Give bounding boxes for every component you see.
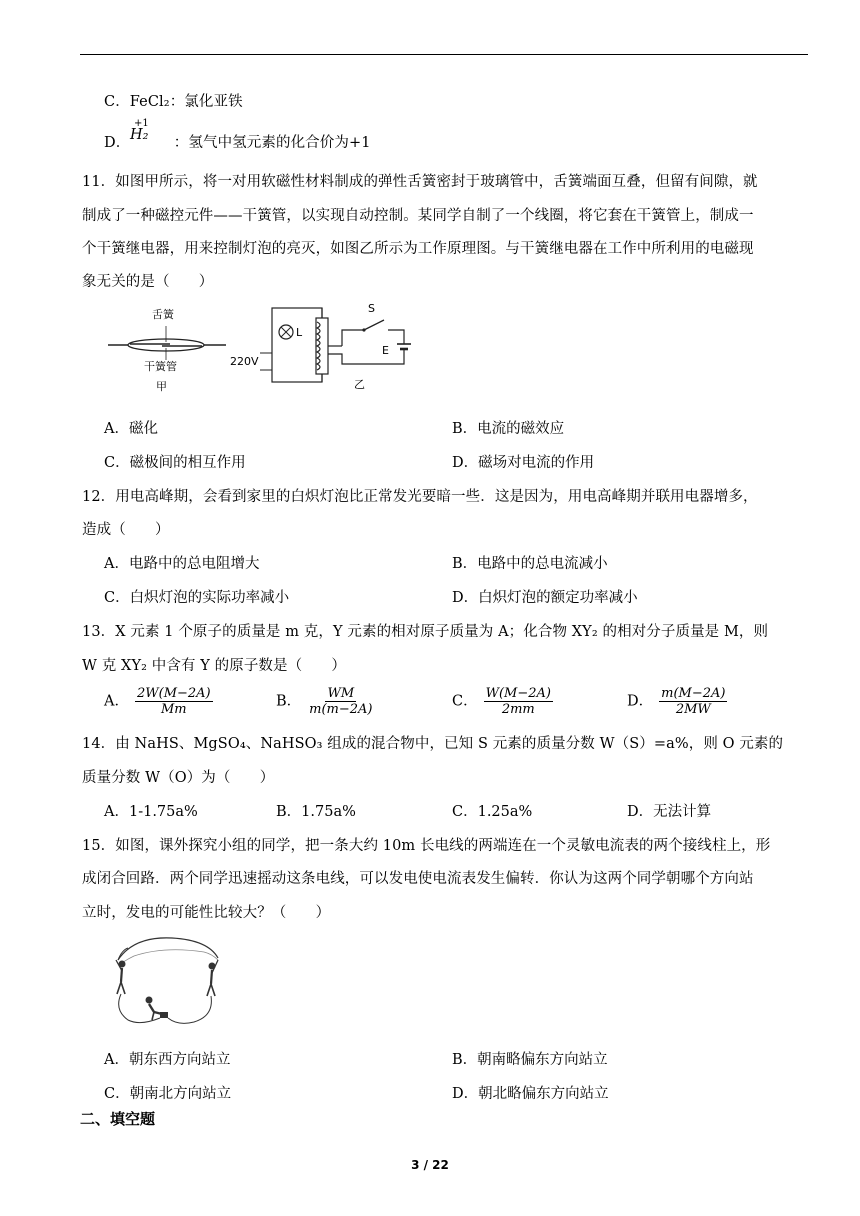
label-220v: 220V (230, 355, 259, 368)
q13-option-b: B． $\frac{WM}{m(m-2A)}$ (276, 686, 373, 717)
label-E: E (382, 344, 389, 357)
reed-switch-diagram (108, 307, 226, 393)
q15-line-3: 立时，发电的可能性比较大？（ ） (82, 905, 331, 921)
q13-line-1: 13．X 元素 1 个原子的质量是 m 克，Y 元素的相对原子质量为 A；化合物 XY₂ 的相对分子质量是 M，则 (82, 624, 769, 640)
label-yi: 乙 (354, 378, 365, 391)
q11-option-a: A．磁化 (104, 421, 158, 437)
relay-circuit-diagram (230, 302, 411, 391)
galvanometer-icon (160, 1012, 168, 1018)
q13-option-a: A． $\frac{2W(M-2A)}{Mm}$ (104, 686, 211, 717)
crouching-student-icon (146, 997, 169, 1021)
header-rule (80, 54, 808, 55)
q15-option-b: B．朝南略偏东方向站立 (452, 1052, 608, 1068)
q15-option-d: D．朝北略偏东方向站立 (452, 1086, 609, 1102)
q10-formula: +1 H₂ (130, 118, 149, 143)
q15-option-a: A．朝东西方向站立 (104, 1052, 231, 1068)
q13-option-c: C． $\frac{W(M-2A)}{2mm}$ (452, 686, 551, 717)
q11-option-d: D．磁场对电流的作用 (452, 455, 595, 471)
q11-line-4: 象无关的是（ ） (82, 274, 214, 290)
student-right-icon (207, 960, 218, 996)
q10-option-c: C．FeCl₂：氯化亚铁 (104, 94, 243, 110)
q10-option-d: D． ：氢气中氢元素的化合价为+1 (104, 135, 371, 151)
q12-option-b: B．电路中的总电流减小 (452, 556, 608, 572)
q12-line-1: 12．用电高峰期，会看到家里的白炽灯泡比正常发光要暗一些．这是因为，用电高峰期并联用电器增多， (82, 489, 758, 505)
q11-option-b: B．电流的磁效应 (452, 421, 565, 437)
q13-line-2: W 克 XY₂ 中含有 Y 的原子数是（ ） (82, 658, 347, 674)
q15-line-2: 成闭合回路．两个同学迅速摇动这条电线，可以发电使电流表发生偏转．你认为这两个同学朝哪个方向站 (82, 871, 754, 887)
q14-option-a: A．1-1.75a% (104, 804, 198, 820)
q12-option-c: C．白炽灯泡的实际功率减小 (104, 590, 290, 606)
q14-option-d: D．无法计算 (627, 804, 712, 820)
label-S: S (368, 302, 375, 315)
student-left-icon (116, 960, 126, 994)
q15-option-c: C．朝南北方向站立 (104, 1086, 232, 1102)
q14-option-b: B．1.75a% (276, 804, 356, 820)
label-reed: 舌簧 (152, 308, 174, 321)
q11-line-3: 个干簧继电器，用来控制灯泡的亮灭，如图乙所示为工作原理图。与干簧继电器在工作中所利用的电磁现 (82, 241, 754, 257)
page-number: 3 / 22 (411, 1158, 449, 1172)
q11-figure (106, 298, 416, 393)
q11-line-1: 11．如图甲所示，将一对用软磁性材料制成的弹性舌簧密封于玻璃管中，舌簧端面互叠，但留有间隙，就 (82, 174, 758, 190)
label-L: L (296, 326, 303, 339)
q12-option-d: D．白炽灯泡的额定功率减小 (452, 590, 638, 606)
q13-option-d: D． $\frac{m(M-2A)}{2MW}$ (627, 686, 726, 717)
label-tube: 干簧管 (144, 360, 177, 373)
q11-line-2: 制成了一种磁控元件——干簧管，以实现自动控制。某同学自制了一个线圈，将它套在干簧管上，制成一 (82, 208, 754, 224)
q12-line-2: 造成（ ） (82, 522, 170, 538)
q14-option-c: C．1.25a% (452, 804, 533, 820)
section-title: 二、填空题 (80, 1110, 156, 1128)
q12-option-a: A．电路中的总电阻增大 (104, 556, 260, 572)
q15-line-1: 15．如图，课外探究小组的同学，把一条大约 10m 长电线的两端连在一个灵敏电流表的两个接线柱上，形 (82, 838, 771, 854)
q14-line-1: 14．由 NaHS、MgSO₄、NaHSO₃ 组成的混合物中，已知 S 元素的质量分数 W（S）=a%，则 O 元素的 (82, 736, 784, 752)
q14-line-2: 质量分数 W（O）为（ ） (82, 770, 275, 786)
label-jia: 甲 (156, 380, 167, 393)
q15-figure (104, 930, 229, 1030)
q11-option-c: C．磁极间的相互作用 (104, 455, 246, 471)
switch-s-icon (364, 320, 384, 330)
